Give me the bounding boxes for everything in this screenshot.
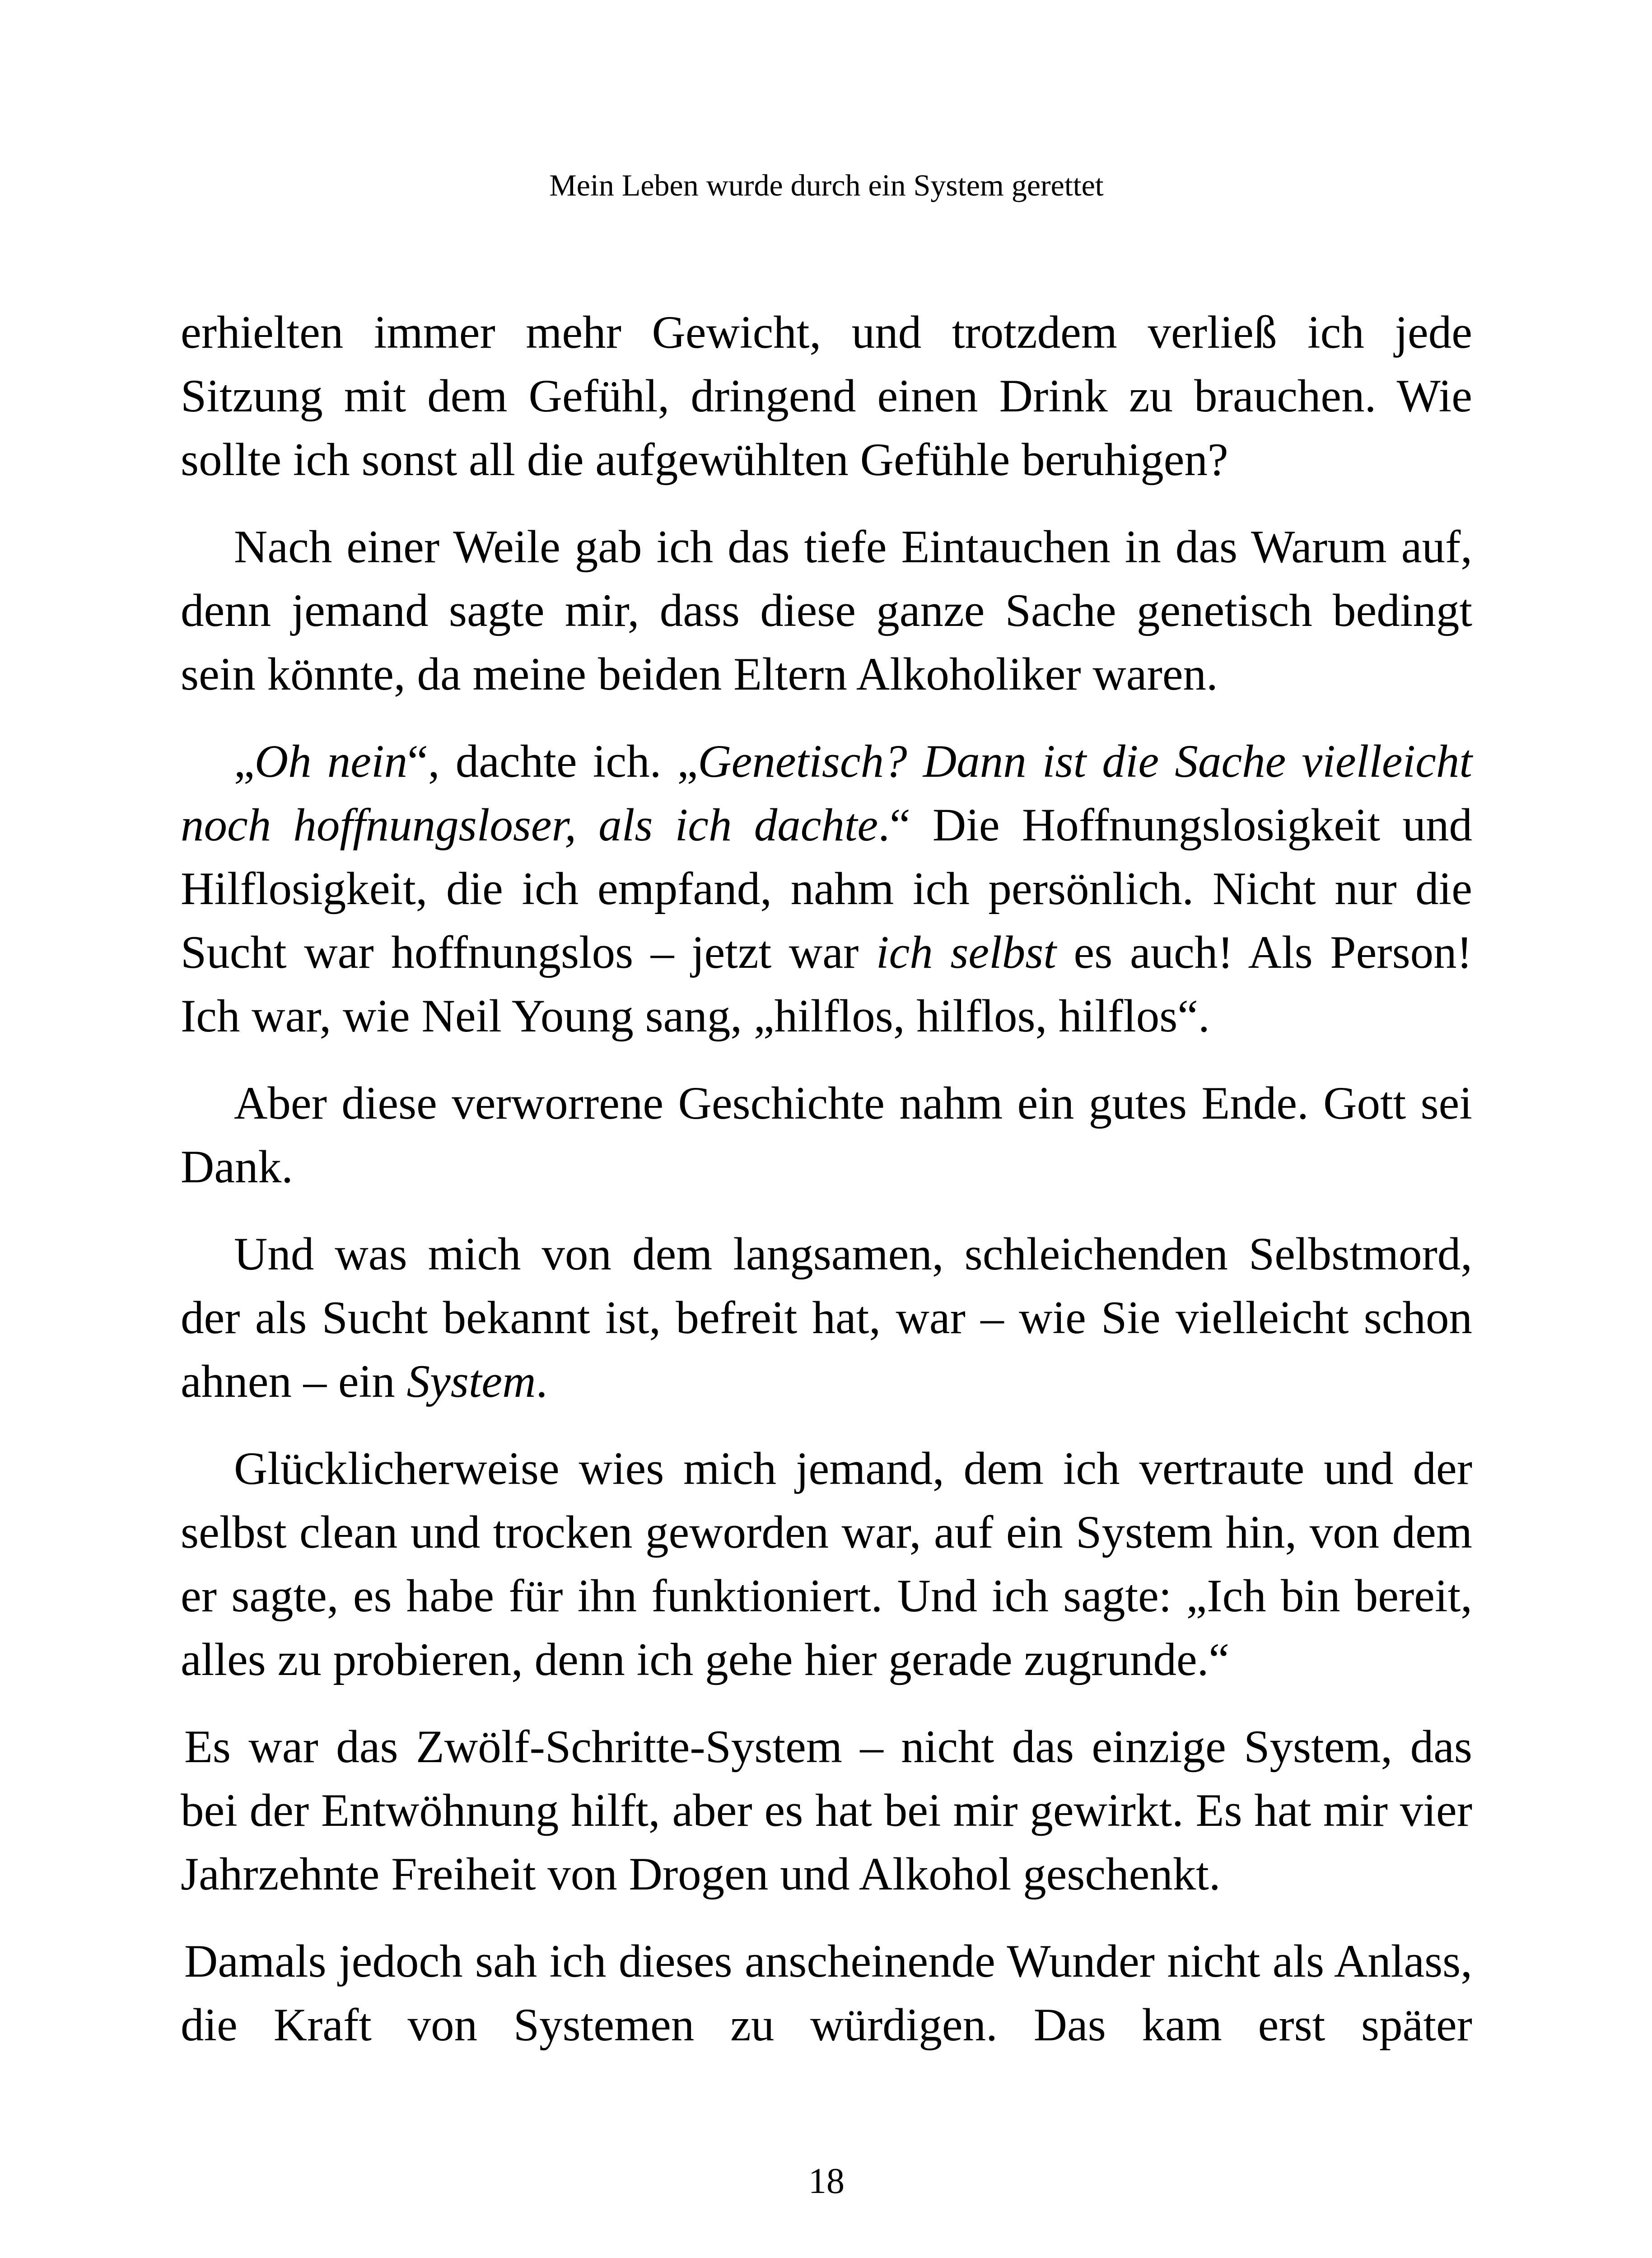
text-run: Und was mich von dem langsamen, schleichenden Selbstmord, der als Sucht bekannt ist, befreit hat, war – wie Sie vielleicht schon ahnen – ein: [181, 1228, 1472, 1407]
text-run: .“ Die Hoffnungslosigkeit und Hilflosigkeit, die ich empfand, nahm ich persönlich. Nicht nur die Sucht war hoffnungslos – jetzt war: [181, 799, 1473, 978]
paragraph: Aber diese verworrene Geschichte nahm ein gutes Ende. Gott sei Dank.: [181, 1078, 1472, 1193]
paragraph: Es war das Zwölf-Schritte-System – nicht das einzige System, das bei der Entwöhnung hilft, aber es hat bei mir gewirkt. Es hat mir vier Jahrzehnte Freiheit von Drogen und Alkohol geschenkt.: [181, 1721, 1472, 1900]
paragraph: erhielten immer mehr Gewicht, und trotzdem verließ ich jede Sitzung mit dem Gefühl, dringend einen Drink zu brauchen. Wie sollte ich sonst all die aufgewühlten Gefühle beruhigen?: [181, 307, 1472, 485]
text-run: “, dachte ich. „: [407, 736, 698, 787]
text-run: „: [234, 736, 255, 787]
paragraph: Damals jedoch sah ich dieses anscheinende Wunder nicht als Anlass, die Kraft von Systemen zu würdigen. Das kam erst später: [181, 1936, 1472, 2051]
italic-text: ich selbst: [876, 927, 1056, 978]
paragraph: [181, 730, 1472, 1048]
paragraph: [181, 1222, 1472, 1414]
italic-text: Genetisch? Dann ist die Sache vielleicht noch hoffnungsloser, als ich dachte: [181, 736, 1473, 851]
paragraph: Nach einer Weile gab ich das tiefe Eintauchen in das Warum auf, denn jemand sagte mir, dass diese ganze Sache genetisch bedingt sein könnte, da meine beiden Eltern Alkoholiker waren.: [181, 521, 1472, 700]
text-run: es auch! Als Person! Ich war, wie Neil Young sang, „hilflos, hilflos, hilflos“.: [181, 927, 1472, 1042]
italic-text: Oh nein: [254, 736, 408, 787]
text-run: .: [536, 1356, 548, 1407]
italic-text: System: [406, 1356, 536, 1407]
page-number: 18: [808, 2161, 845, 2201]
body-text: [181, 301, 1472, 2081]
paragraph: Glücklicherweise wies mich jemand, dem ich vertraute und der selbst clean und trocken geworden war, auf ein System hin, von dem er sagte, es habe für ihn funktioniert. Und ich sagte: „Ich bin bereit, alles zu probieren, denn ich gehe hier gerade zugrunde.“: [181, 1443, 1472, 1685]
running-header: Mein Leben wurde durch ein System gerettet: [549, 168, 1104, 202]
